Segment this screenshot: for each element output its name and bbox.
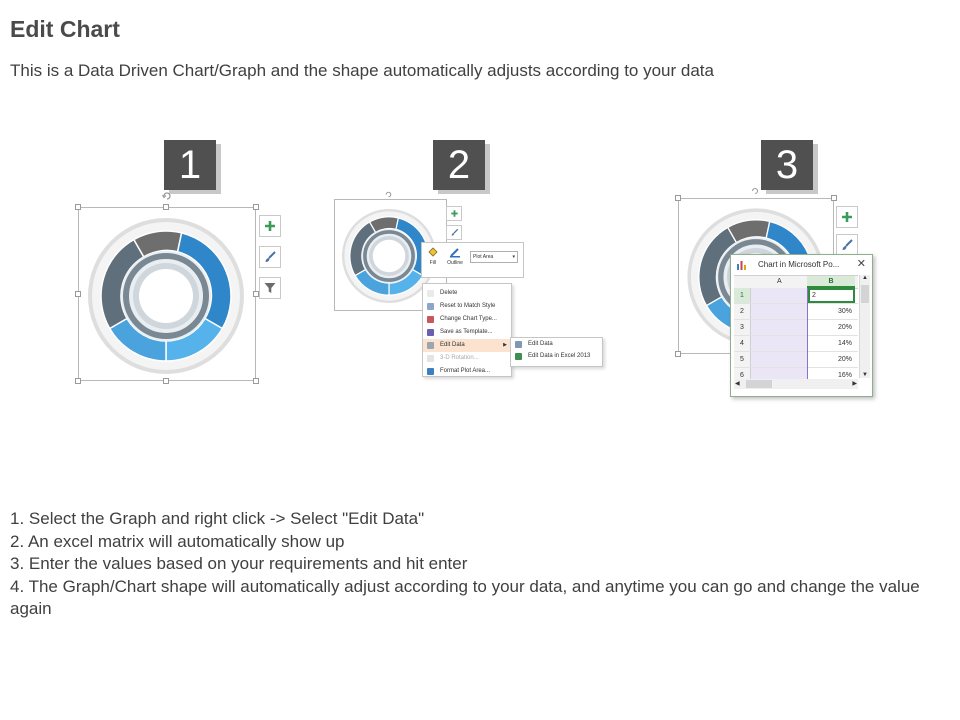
pen-outline-icon (449, 246, 461, 258)
menu-item-delete[interactable]: Delete (423, 287, 511, 300)
resize-handle[interactable] (163, 204, 169, 210)
outline-label: Outline (447, 260, 463, 266)
chevron-down-icon: ▾ (512, 254, 515, 260)
excel-window-title: Chart in Microsoft Po... (758, 260, 840, 269)
add-element-icon (450, 209, 459, 218)
resize-handle[interactable] (75, 378, 81, 384)
brush-style-icon (263, 250, 277, 264)
chart-styles-button[interactable] (836, 234, 858, 256)
menu-item-change-chart-type[interactable]: Change Chart Type... (423, 313, 511, 326)
table-icon (515, 341, 522, 348)
scroll-thumb[interactable] (861, 285, 869, 303)
cell-a[interactable] (751, 304, 807, 319)
page-title: Edit Chart (10, 16, 120, 42)
step-2-badge: 2 (433, 140, 485, 190)
table-row (734, 336, 858, 352)
close-icon[interactable]: ✕ (856, 258, 866, 270)
menu-item-save-template[interactable]: Save as Template... (423, 326, 511, 339)
chart-element-dropdown[interactable] (470, 251, 518, 263)
add-element-icon (840, 210, 854, 224)
brush-style-icon (450, 228, 459, 237)
chart-type-icon (427, 316, 434, 323)
column-header-b[interactable]: B (807, 276, 855, 288)
chart-elements-button[interactable] (259, 215, 281, 237)
paint-bucket-icon (427, 246, 439, 258)
resize-handle[interactable] (675, 195, 681, 201)
instruction-step-4: 4. The Graph/Chart shape will automatically adjust according to your data, and anytime you can go and change the value again (10, 576, 920, 618)
row-number[interactable]: 3 (734, 320, 751, 335)
chart-styles-button[interactable] (259, 246, 281, 268)
edit-data-icon (427, 342, 434, 349)
resize-handle[interactable] (253, 204, 259, 210)
page-subtitle: This is a Data Driven Chart/Graph and the shape automatically adjusts according to your data (10, 61, 714, 80)
step-1-badge: 1 (164, 140, 216, 190)
step-1-panel (70, 188, 290, 388)
rotate-handle-icon[interactable] (161, 190, 173, 202)
resize-handle[interactable] (253, 378, 259, 384)
chart-elements-button[interactable] (836, 206, 858, 228)
horizontal-scrollbar[interactable] (734, 379, 858, 389)
brush-style-icon (840, 238, 854, 252)
delete-icon (427, 290, 434, 297)
resize-handle[interactable] (831, 195, 837, 201)
chart-filters-button[interactable] (259, 277, 281, 299)
chevron-right-icon: ▶ (503, 342, 507, 348)
cell-a[interactable] (751, 320, 807, 335)
excel-rows (734, 288, 858, 384)
cell-b[interactable]: 16% (837, 372, 852, 379)
scroll-right-icon[interactable]: ▶ (852, 381, 857, 387)
cell-b[interactable]: 2 (808, 288, 855, 303)
scroll-down-icon[interactable]: ▼ (862, 372, 868, 378)
menu-item-reset-style[interactable]: Reset to Match Style (423, 300, 511, 313)
resize-handle[interactable] (675, 351, 681, 357)
menu-item-format-plot-area[interactable]: Format Plot Area... (423, 365, 511, 378)
menu-item-3d-rotation[interactable]: 3-D Rotation... (423, 352, 511, 365)
cell-b[interactable]: 20% (837, 324, 852, 331)
scroll-left-icon[interactable]: ◀ (735, 381, 740, 387)
chart-styles-button[interactable] (446, 225, 462, 240)
excel-title-bar (731, 255, 872, 275)
row-number[interactable]: 1 (734, 288, 751, 303)
save-template-icon (427, 329, 434, 336)
instruction-step-1: 1. Select the Graph and right click -> Select "Edit Data" (10, 509, 425, 528)
table-row (734, 352, 858, 368)
chart-element-value: Plot Area (473, 254, 494, 260)
table-row (734, 288, 858, 304)
cell-b[interactable]: 14% (837, 340, 852, 347)
row-number[interactable]: 2 (734, 304, 751, 319)
excel-icon (515, 353, 522, 360)
cell-a[interactable] (751, 352, 807, 367)
table-row (734, 304, 858, 320)
format-mini-toolbar (421, 242, 524, 278)
cell-b[interactable]: 30% (837, 308, 852, 315)
table-row (734, 320, 858, 336)
rotation-icon (427, 355, 434, 362)
row-number[interactable]: 5 (734, 352, 751, 367)
context-menu (422, 283, 512, 377)
bar-chart-icon (737, 260, 747, 270)
excel-data-window (730, 254, 873, 397)
instruction-step-3: 3. Enter the values based on your requirements and hit enter (10, 554, 468, 573)
row-number[interactable]: 4 (734, 336, 751, 351)
column-divider (807, 288, 808, 379)
fill-label: Fill (429, 260, 437, 266)
chart-elements-button[interactable] (446, 206, 462, 221)
scroll-up-icon[interactable]: ▲ (862, 275, 868, 281)
cell-a[interactable] (751, 288, 807, 303)
reset-style-icon (427, 303, 434, 310)
filter-icon (263, 281, 277, 295)
instruction-step-2: 2. An excel matrix will automatically show up (10, 531, 345, 551)
step-3-badge: 3 (761, 140, 813, 190)
vertical-scrollbar[interactable] (859, 275, 870, 378)
cell-b[interactable]: 20% (837, 356, 852, 363)
menu-item-edit-data[interactable]: Edit Data ▶ (423, 339, 511, 352)
donut-chart[interactable] (83, 213, 249, 379)
scroll-thumb-h[interactable] (746, 380, 772, 388)
add-element-icon (263, 219, 277, 233)
edit-data-submenu (510, 337, 603, 367)
column-header-a[interactable]: A (777, 278, 782, 285)
resize-handle[interactable] (75, 204, 81, 210)
instructions-list (10, 508, 940, 621)
format-icon (427, 368, 434, 375)
submenu-edit-data-excel[interactable]: Edit Data in Excel 2013 (511, 350, 602, 362)
rotate-handle-icon[interactable] (384, 190, 393, 199)
excel-grid (734, 275, 858, 379)
fill-button[interactable] (425, 246, 441, 266)
resize-handle[interactable] (75, 291, 81, 297)
submenu-edit-data[interactable]: Edit Data (511, 338, 602, 350)
outline-button[interactable] (445, 246, 465, 266)
cell-a[interactable] (751, 336, 807, 351)
row-number[interactable]: 6 (734, 368, 751, 383)
step-3-panel (668, 186, 883, 402)
step-2-panel (330, 190, 610, 390)
rotate-handle-icon[interactable] (750, 186, 760, 196)
